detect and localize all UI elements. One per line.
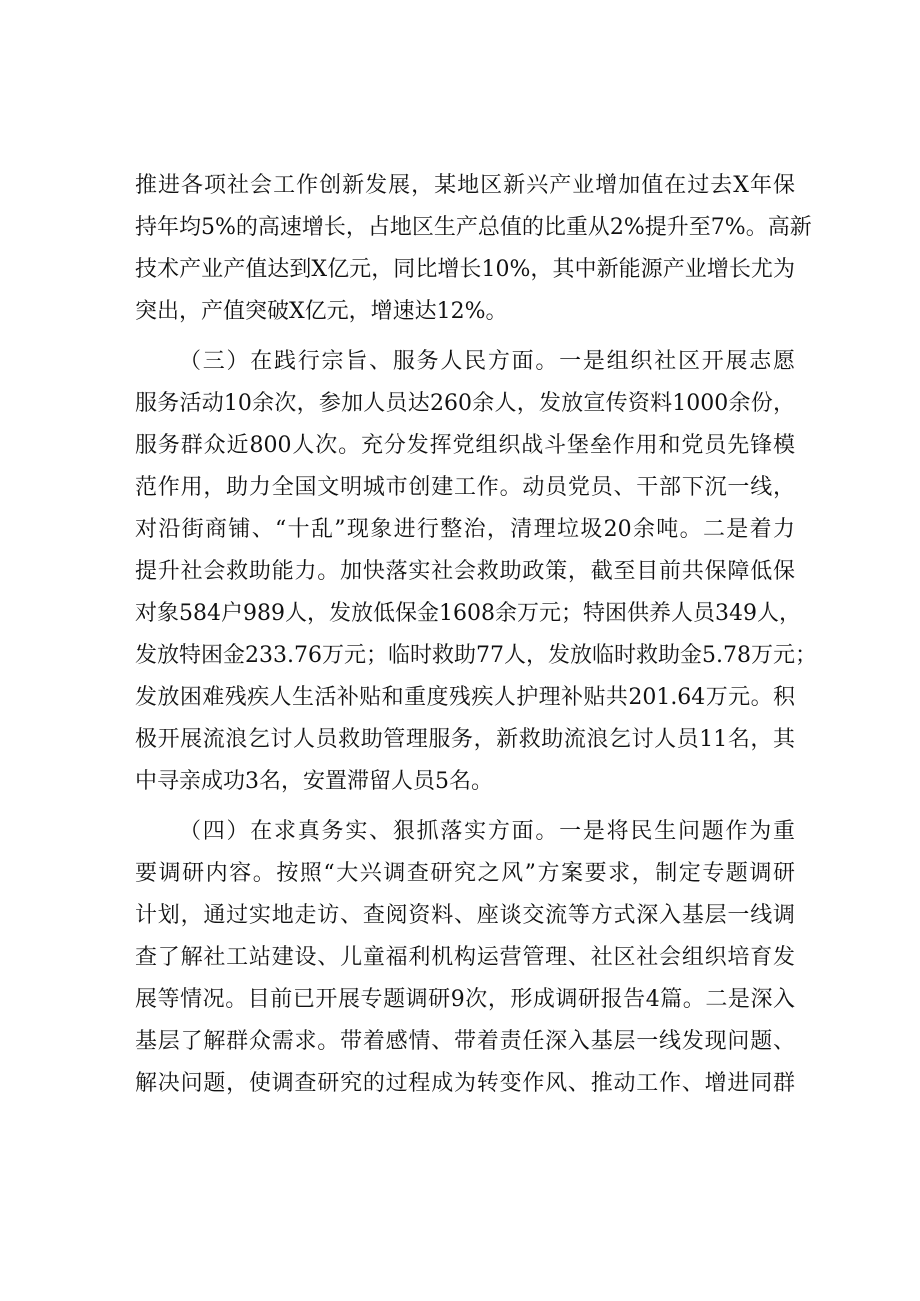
paragraph-2-line-6: 提升社会救助能力。加快落实社会救助政策，截至目前共保障低保: [135, 559, 795, 584]
paragraph-3-line-5: 展等情况。目前已开展专题调研9次，形成调研报告4篇。二是深入: [135, 987, 795, 1012]
paragraph-2-line-5: 对沿街商铺、“十乱”现象进行整治，清理垃圾20余吨。二是着力: [135, 517, 795, 542]
paragraph-3-line-3: 计划，通过实地走访、查阅资料、座谈交流等方式深入基层一线调: [135, 903, 795, 928]
paragraph-1-line-3: 技术产业产值达到X亿元，同比增长10%，其中新能源产业增长尤为: [135, 257, 795, 282]
paragraph-1-line-2: 持年均5%的高速增长，占地区生产总值的比重从2%提升至7%。高新: [135, 215, 812, 240]
paragraph-3-line-2: 要调研内容。按照“大兴调查研究之风”方案要求，制定专题调研: [135, 861, 795, 886]
paragraph-1-line-4: 突出，产值突破X亿元，增速达12%。: [135, 299, 508, 324]
paragraph-2-line-3: 服务群众近800人次。充分发挥党组织战斗堡垒作用和党员先锋模: [135, 433, 795, 458]
paragraph-3-line-7: 解决问题，使调查研究的过程成为转变作风、推动工作、增进同群: [135, 1071, 795, 1096]
paragraph-1-line-1: 推进各项社会工作创新发展，某地区新兴产业增加值在过去X年保: [135, 173, 795, 198]
paragraph-2-line-9: 发放困难残疾人生活补贴和重度残疾人护理补贴共201.64万元。积: [135, 685, 795, 710]
paragraph-2-line-1: （三）在践行宗旨、服务人民方面。一是组织社区开展志愿: [179, 349, 795, 374]
paragraph-3-line-4: 查了解社工站建设、儿童福利机构运营管理、社区社会组织培育发: [135, 945, 795, 970]
paragraph-2-line-10: 极开展流浪乞讨人员救助管理服务，新救助流浪乞讨人员11名，其: [135, 727, 795, 752]
paragraph-2-line-11: 中寻亲成功3名，安置滞留人员5名。: [135, 769, 493, 794]
paragraph-2-line-4: 范作用，助力全国文明城市创建工作。动员党员、干部下沉一线，: [135, 475, 795, 500]
paragraph-3-line-6: 基层了解群众需求。带着感情、带着责任深入基层一线发现问题、: [135, 1029, 795, 1054]
paragraph-2-line-2: 服务活动10余次，参加人员达260余人，发放宣传资料1000余份，: [135, 391, 795, 416]
paragraph-3-line-1: （四）在求真务实、狠抓落实方面。一是将民生问题作为重: [179, 819, 795, 844]
paragraph-2-line-8: 发放特困金233.76万元；临时救助77人，发放临时救助金5.78万元；: [135, 643, 817, 668]
paragraph-2-line-7: 对象584户989人，发放低保金1608余万元；特困供养人员349人，: [135, 601, 801, 626]
